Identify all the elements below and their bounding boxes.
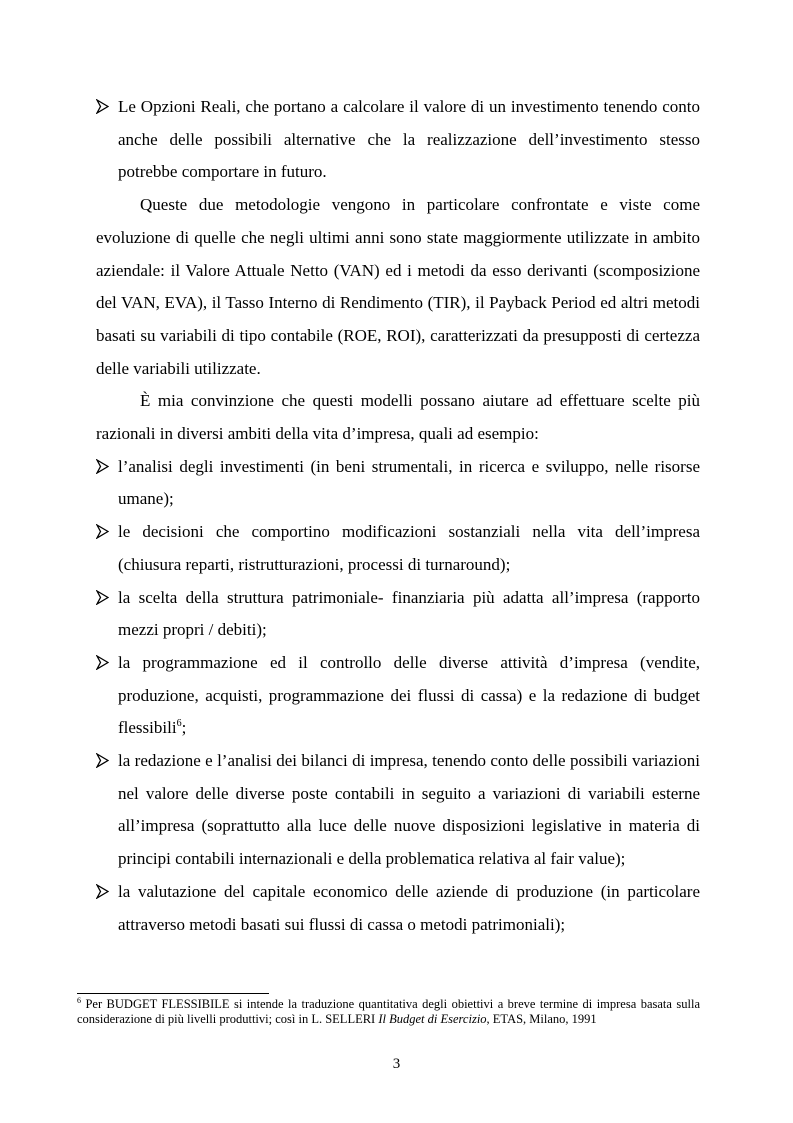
- bullet-item-struttura: [96, 582, 700, 647]
- arrow-bullet-icon: [96, 753, 109, 768]
- footnote-book-title: Il Budget di Esercizio: [378, 1012, 487, 1026]
- footnote-text-tail: , ETAS, Milano, 1991: [486, 1012, 597, 1026]
- bullet-item-programmazione: [96, 647, 700, 745]
- bullet-item-bilanci: [96, 745, 700, 876]
- bullet-text: la programmazione ed il controllo delle diverse attività d’impresa (vendite, produzione, acquisti, programmazione dei flussi di cassa) e la redazione di budget flessibili: [118, 652, 700, 738]
- bullet-item-opzioni-reali: [96, 91, 700, 189]
- bullet-text: Le Opzioni Reali, che portano a calcolare il valore di un investimento tenendo conto anche delle possibili alternative che la realizzazione dell’investimento stesso potrebbe comportare in futuro.: [118, 97, 700, 182]
- body-text: [96, 91, 700, 941]
- arrow-bullet-icon: [96, 99, 109, 114]
- bullet-text: l’analisi degli investimenti (in beni strumentali, in ricerca e sviluppo, nelle risorse umane);: [118, 456, 700, 509]
- footnote-text: Per BUDGET FLESSIBILE si intende la traduzione quantitativa degli obiettivi a breve termine di impresa basata sulla considerazione di più livelli produttivi; così in L. SELLERI: [77, 997, 700, 1026]
- bullet-item-capitale: [96, 876, 700, 941]
- footnote: [77, 997, 700, 1027]
- arrow-bullet-icon: [96, 590, 109, 605]
- page-number: 3: [392, 1056, 401, 1072]
- footnote-number: 6: [77, 996, 81, 1005]
- bullet-item-decisioni: [96, 516, 700, 581]
- footnote-divider: [77, 993, 269, 994]
- bullet-text: la scelta della struttura patrimoniale- finanziaria più adatta all’impresa (rapporto mezzi propri / debiti);: [118, 587, 700, 640]
- bullet-text: la valutazione del capitale economico delle aziende di produzione (in particolare attraverso metodi basati sui flussi di cassa o metodi patrimoniali);: [118, 881, 700, 934]
- arrow-bullet-icon: [96, 884, 109, 899]
- paragraph-convinzione: È mia convinzione che questi modelli possano aiutare ad effettuare scelte più razionali in diversi ambiti della vita d’impresa, quali ad esempio:: [96, 391, 700, 444]
- paragraph-metodologie: Queste due metodologie vengono in particolare confrontate e viste come evoluzione di quelle che negli ultimi anni sono state maggiormente utilizzate in ambito aziendale: il Valore Attuale Netto (VAN) ed i metodi da esso derivanti (scomposizione del VAN, EVA), il Tasso Interno di Rendimento (TIR), il Payback Period ed altri metodi basati su variabili di tipo contabile (ROE, ROI), caratterizzati da presupposti di certezza delle variabili utilizzate.: [96, 195, 700, 378]
- arrow-bullet-icon: [96, 524, 109, 539]
- arrow-bullet-icon: [96, 655, 109, 670]
- bullet-text: la redazione e l’analisi dei bilanci di impresa, tenendo conto delle possibili variazioni nel valore delle diverse poste contabili in seguito a variazioni di variabili esterne all’impresa (soprattutto alla luce delle nuove disposizioni legislative in materia di principi contabili internazionali e della problematica relativa al fair value);: [118, 751, 700, 869]
- arrow-bullet-icon: [96, 459, 109, 474]
- bullet-text: le decisioni che comportino modificazioni sostanziali nella vita dell’impresa (chiusura reparti, ristrutturazioni, processi di turnaround);: [118, 522, 700, 574]
- footnote-reference: 6: [176, 718, 182, 730]
- bullet-tail: ;: [181, 718, 187, 738]
- bullet-item-investimenti: [96, 451, 700, 516]
